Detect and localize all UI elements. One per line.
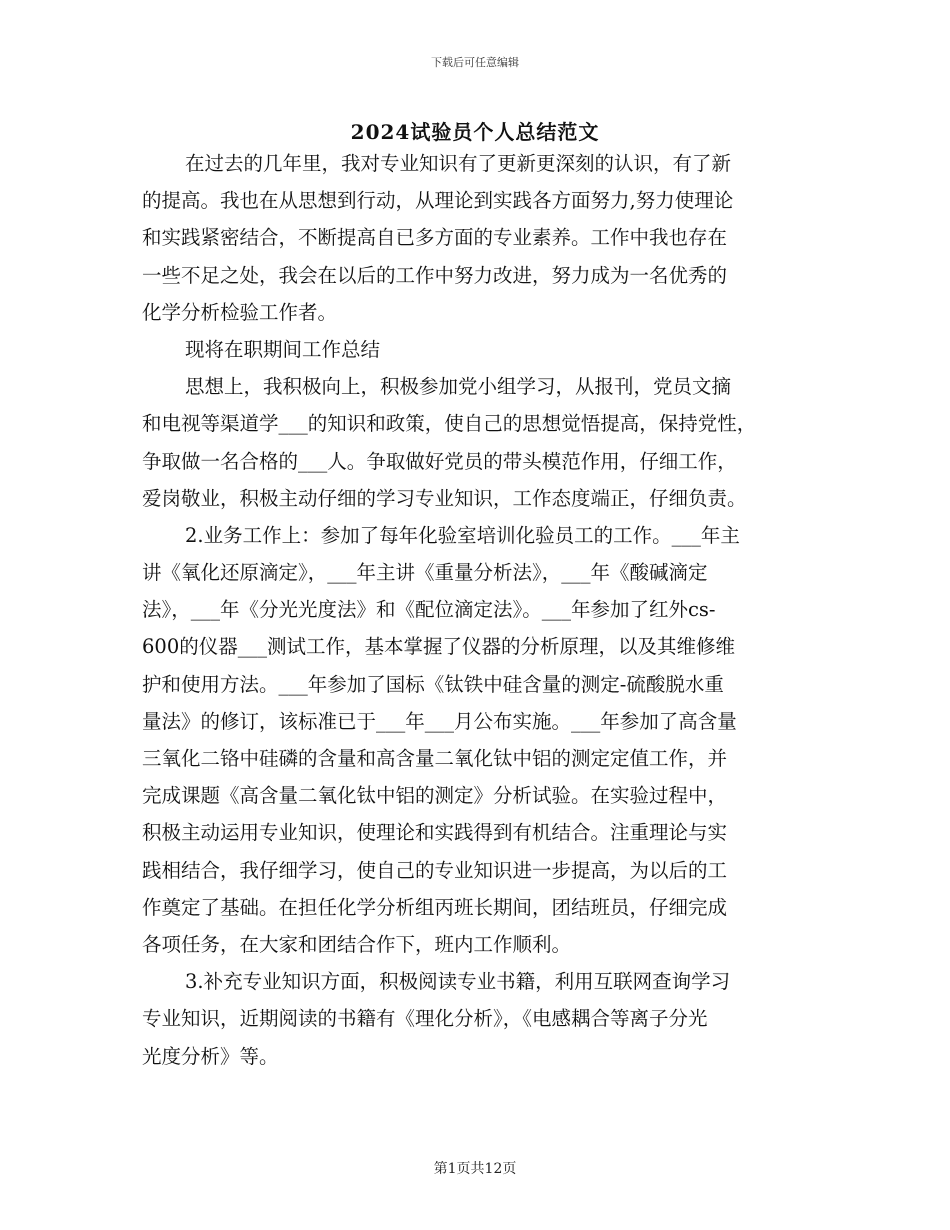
download-note: 下载后可任意编辑 [431, 56, 519, 69]
paragraph-line: 三氧化二铬中硅磷的含量和高含量二氧化钛中铝的测定定值工作，并 [142, 747, 728, 770]
paragraph-line: 专业知识，近期阅读的书籍有《理化分析》，《电感耦合等离子分光 [142, 1007, 708, 1031]
paragraph-line: 爱岗敬业，积极主动仔细的学习专业知识，工作态度端正，仔细负责。 [142, 486, 747, 510]
paragraph-line: 思想上，我积极向上，积极参加党小组学习，从报刊，党员文摘 [185, 375, 732, 399]
paragraph-line: 积极主动运用专业知识，使理论和实践得到有机结合。注重理论与实 [142, 821, 728, 845]
paragraph-line: 护和使用方法。___年参加了国标《钛铁中硅含量的测定-硫酸脱水重 [142, 672, 724, 696]
paragraph-line: 各项任务，在大家和团结合作下，班内工作顺利。 [142, 932, 572, 956]
paragraph-line: 在过去的几年里，我对专业知识有了更新更深刻的认识，有了新 [185, 152, 732, 175]
paragraph-line: 600的仪器___测试工作，基本掌握了仪器的分析原理，以及其维修维 [142, 635, 735, 659]
paragraph-line: 和实践紧密结合，不断提高自已多方面的专业素养。工作中我也存在 [142, 226, 728, 250]
paragraph-line: 和电视等渠道学___的知识和政策，使自己的思想觉悟提高，保持党性， [142, 412, 757, 436]
paragraph-line: 争取做一名合格的___人。争取做好党员的带头模范作用，仔细工作， [142, 449, 737, 473]
paragraph-line: 践相结合，我仔细学习，使自己的专业知识进一步提高，为以后的工 [142, 858, 728, 882]
paragraph-line: 化学分析检验工作者。 [142, 300, 338, 324]
paragraph-line: 2.业务工作上：参加了每年化验室培训化验员工的工作。___年主 [185, 523, 740, 547]
paragraph-line: 量法》的修订，该标准已于___年___月公布实施。___年参加了高含量 [142, 709, 737, 733]
paragraph-line: 完成课题《高含量二氧化钛中铝的测定》分析试验。在实验过程中， [142, 784, 728, 808]
paragraph-line: 的提高。我也在从思想到行动，从理论到实践各方面努力,努力使理论 [142, 189, 734, 213]
paragraph-line: 3.补充专业知识方面，积极阅读专业书籍，利用互联网查询学习 [185, 970, 731, 994]
section-heading-line: 现将在职期间工作总结 [185, 337, 381, 361]
paragraph-line: 讲《氧化还原滴定》，___年主讲《重量分析法》，___年《酸碱滴定 [142, 561, 708, 585]
paragraph-line: 作奠定了基础。在担任化学分析组丙班长期间，团结班员，仔细完成 [142, 895, 728, 919]
document-body [142, 145, 814, 1075]
paragraph-line: 光度分析》等。 [142, 1044, 279, 1068]
paragraph-line: 法》，___年《分光光度法》和《配位滴定法》。___年参加了红外cs- [142, 598, 716, 622]
page-number: 第1页共12页 [433, 1161, 517, 1177]
document-title: 2024试验员个人总结范文 [350, 120, 600, 144]
paragraph-line: 一些不足之处，我会在以后的工作中努力改进，努力成为一名优秀的 [142, 263, 728, 287]
